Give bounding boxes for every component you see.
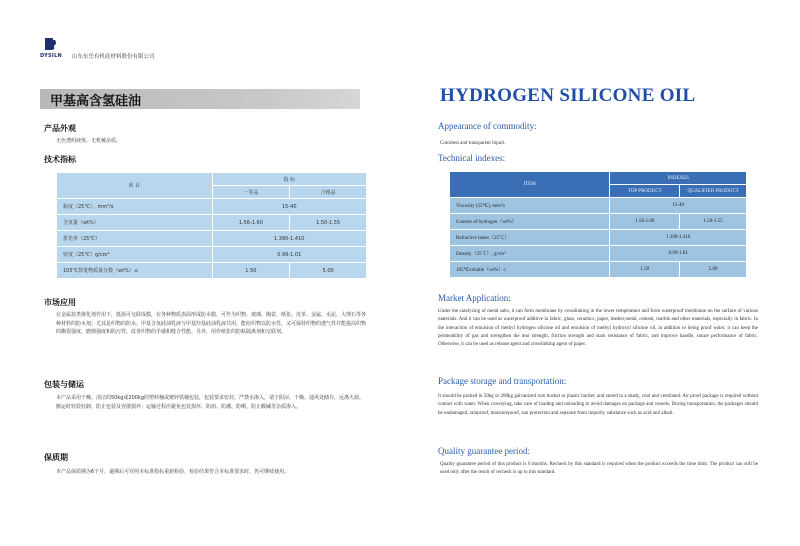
quality-text-en: Quality guarantee period of this product is 6 months. Recheck by this standard is required when the product exceeds the time limit. The product can still be used only after the result of recheck is up to this standard. [440, 462, 758, 476]
table-cell: 1.50 [212, 263, 290, 279]
indexes-heading-cn: 技术指标 [44, 155, 76, 164]
table-header-item: ITEM [450, 172, 610, 198]
appearance-heading-cn: 产品外观 [44, 124, 76, 133]
table-row-label: Content of hydrogen（wt%） [450, 214, 610, 230]
quality-text-cn: 本产品保质期为6个月，逾期后可对照本标准指标重新检验，检验结果符合本标准要求时，仍可继续使用。 [56, 469, 290, 475]
table-header-index: INDEXES [610, 172, 747, 185]
table-cell: 1.56-1.60 [610, 214, 680, 230]
company-logo [43, 36, 65, 52]
table-row-label: 含氢量（wt%） [57, 215, 213, 231]
market-text-en: Under the catalyzing of metal salts, it can form membrane by crosslinking in the lower temperature and form waterproof membrane on the surface of various materials. And it can be used as waterproof additive in fabric, glass, ceramics, paper, leather,metal, cement, marble and other materials, especially in fabric. In the interaction of emulsion of methyl hydrogen silicone oil and emulsion of methyl hydroxyl silicone oil, in addition to being proof water, it can keep the permeability of gas and strengthen the tear strength, friction strength and stain resistance of fabric, and improve handle, suture performance of fabric. Otherwise, it can be used as release agent and crosslinking agent of paper. [438, 309, 758, 348]
logo-text: DYSILN [40, 53, 63, 59]
quality-heading-cn: 保质期 [44, 453, 68, 462]
table-header-item: 项 目 [57, 173, 213, 199]
package-heading-en: Package storage and transportation: [438, 376, 567, 386]
table-cell: 5.00 [680, 262, 747, 278]
company-name: 山东东岳有机硅材料股份有限公司 [72, 54, 155, 60]
table-cell: 0.99-1.01 [610, 246, 747, 262]
table-header-top: 一等品 [212, 186, 290, 199]
table-header-index: 指 标 [212, 173, 367, 186]
table-row-label: Refractive index（25℃） [450, 230, 610, 246]
table-cell: 1.50-1.55 [290, 215, 367, 231]
table-cell: 1.56-1.60 [212, 215, 290, 231]
page-title-cn: 甲基高含氢硅油 [50, 94, 142, 109]
table-cell: 1.50 [610, 262, 680, 278]
indexes-heading-en: Technical indexes: [438, 153, 506, 163]
spec-table-en [449, 171, 747, 278]
table-row-label: Density（25℃）, g/cm³ [450, 246, 610, 262]
table-cell: 15-40 [610, 198, 747, 214]
quality-heading-en: Quality guarantee period: [438, 446, 530, 456]
table-cell: 1.390-1.410 [212, 231, 367, 247]
appearance-text-en: Colorless and transparent liquid. [440, 141, 505, 146]
package-text-en: It should be packed in 50kg or 200kg galvanized iron bucket or plastic bucket, and stored in a shady, cool and ventilated. Air proof package is required without contact with water. When conveying, take care of loading and unloading to avoid damages on package and vessels. During transportation, the packages should be undamaged, rainproof, moistureproof, sun protection and separate from impurity substance such as acid and alkali. [438, 394, 758, 416]
table-row-label: Viscosity (25℃), mm²/s [450, 198, 610, 214]
table-row-label: 密度（25℃）g/cm³ [57, 247, 213, 263]
page-title-en: HYDROGEN SILICONE OIL [440, 85, 696, 106]
table-header-qualified: 合格品 [290, 186, 367, 199]
table-row-label: 105℃挥发物质量分数（wt%）≤ [57, 263, 213, 279]
table-row-label: 105℃volatile（wt%）≤ [450, 262, 610, 278]
table-header-qualified: QUALIFIED PRODUCT [680, 185, 747, 198]
market-heading-en: Market Application: [438, 293, 511, 303]
appearance-text-cn: 无色透明液体，无机械杂质。 [56, 138, 122, 144]
table-cell: 15-40 [212, 199, 367, 215]
market-text-cn: 在金属盐类催化剂作用下，低温可交联成膜，在各种物质表面形成防水膜，可作为织物、玻璃、陶瓷、纸张、皮革、金属、水泥、大理石等各种材料的防水剂；尤其是织物的防水。甲基含氢硅油乳液与甲基羟基硅油乳液共用，能给织物以防水性，又可保持织物的透气性并能提高织物的撕裂强度、磨擦强度和防污性，改善织物的手感和缝合性能。另外，用作纸张的防粘隔离剂和交联剂。 [56, 312, 367, 335]
package-text-cn: 本产品采用干燥、清洁的50kg或200kg的塑料桶或镀锌铁桶包装，包装要求密封，严禁水渗入，请于阴凉、干燥、通风处储存，远离火源。搬运时轻装轻卸，防止包装及容器损坏；运输过程应避免包装损坏、防雨、防潮、防晒，防止酸碱等杂质渗入。 [56, 395, 365, 410]
table-cell: 1.50-1.55 [680, 214, 747, 230]
table-row-label: 折光率（25℃） [57, 231, 213, 247]
table-header-top: TOP PRODUCT [610, 185, 680, 198]
table-cell: 5.00 [290, 263, 367, 279]
table-cell: 1.390-1.410 [610, 230, 747, 246]
appearance-heading-en: Appearance of commodity: [438, 121, 537, 131]
package-heading-cn: 包装与储运 [44, 380, 84, 389]
market-heading-cn: 市场应用 [44, 298, 76, 307]
table-cell: 0.99-1.01 [212, 247, 367, 263]
spec-table-cn [56, 172, 367, 279]
table-row-label: 粘度（25℃），mm²/s [57, 199, 213, 215]
